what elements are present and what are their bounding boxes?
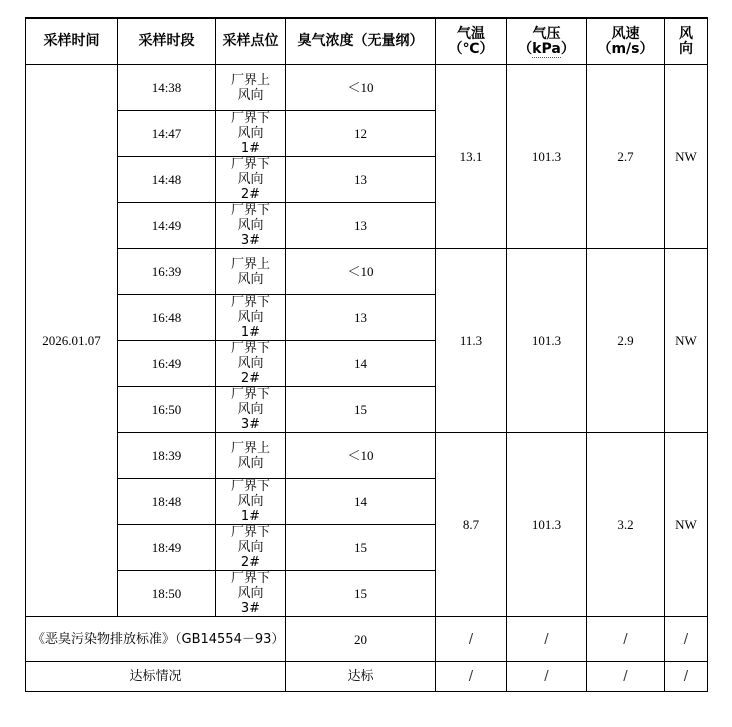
odor-value: 14	[286, 341, 436, 387]
odor-value: 15	[286, 525, 436, 571]
wind-speed-value: 2.9	[587, 249, 665, 433]
odor-value: 15	[286, 387, 436, 433]
header-sample-time: 采样时间	[26, 19, 118, 65]
compliance-result: 达标	[286, 662, 436, 692]
standard-label: 《恶臭污染物排放标准》（GB14554－93）	[26, 617, 286, 662]
sample-period-time: 18:50	[118, 571, 216, 617]
table-body	[26, 65, 708, 617]
odor-value: ＜10	[286, 65, 436, 111]
table-row	[26, 65, 708, 111]
standard-row	[26, 617, 708, 662]
sample-period-time: 14:49	[118, 203, 216, 249]
odor-monitoring-table	[25, 17, 708, 692]
header-sample-period: 采样时段	[118, 19, 216, 65]
sample-period-time: 16:49	[118, 341, 216, 387]
wind-direction-value: NW	[665, 249, 708, 433]
sample-period-time: 16:50	[118, 387, 216, 433]
sample-period-time: 16:39	[118, 249, 216, 295]
odor-value: ＜10	[286, 249, 436, 295]
standard-wind-dir-slash: /	[665, 617, 708, 662]
odor-value: ＜10	[286, 433, 436, 479]
temperature-value: 11.3	[436, 249, 507, 433]
pressure-value: 101.3	[507, 65, 587, 249]
table-row	[26, 433, 708, 479]
sample-point: 厂界下风向 1#	[216, 111, 286, 157]
compliance-temp-slash: /	[436, 662, 507, 692]
sample-period-time: 14:48	[118, 157, 216, 203]
compliance-pressure-slash: /	[507, 662, 587, 692]
header-pressure-unit: kPa	[532, 40, 561, 57]
header-odor-concentration: 臭气浓度（无量纲）	[286, 19, 436, 65]
compliance-wind-speed-slash: /	[587, 662, 665, 692]
sample-point: 厂界上风向	[216, 249, 286, 295]
sample-point: 厂界下风向 2#	[216, 341, 286, 387]
sample-point: 厂界下风向 2#	[216, 157, 286, 203]
table-row	[26, 249, 708, 295]
sample-point: 厂界下风向 2#	[216, 525, 286, 571]
sample-period-time: 18:48	[118, 479, 216, 525]
sample-date: 2026.01.07	[26, 65, 118, 617]
header-temperature	[436, 19, 507, 65]
standard-wind-speed-slash: /	[587, 617, 665, 662]
sample-point: 厂界上风向	[216, 65, 286, 111]
sample-period-time: 18:49	[118, 525, 216, 571]
header-sample-point: 采样点位	[216, 19, 286, 65]
sample-point: 厂界下风向 3#	[216, 571, 286, 617]
sample-period-time: 14:47	[118, 111, 216, 157]
sample-point: 厂界上风向	[216, 433, 286, 479]
header-temperature-unit: （℃）	[448, 40, 494, 57]
compliance-label: 达标情况	[26, 662, 286, 692]
temperature-value: 8.7	[436, 433, 507, 617]
sample-point: 厂界下风向 1#	[216, 479, 286, 525]
wind-speed-value: 2.7	[587, 65, 665, 249]
header-wind-speed-label: 风速	[611, 25, 640, 42]
compliance-row	[26, 662, 708, 692]
header-pressure-label: 气压	[532, 25, 561, 42]
header-wind-direction: 风向	[665, 19, 708, 65]
temperature-value: 13.1	[436, 65, 507, 249]
header-wind-speed	[587, 19, 665, 65]
standard-limit: 20	[286, 617, 436, 662]
standard-pressure-slash: /	[507, 617, 587, 662]
odor-value: 12	[286, 111, 436, 157]
standard-temp-slash: /	[436, 617, 507, 662]
sample-point: 厂界下风向 1#	[216, 295, 286, 341]
header-row	[26, 19, 708, 65]
wind-speed-value: 3.2	[587, 433, 665, 617]
header-pressure: 气压 （kPa）	[507, 19, 587, 65]
wind-direction-value: NW	[665, 65, 708, 249]
header-wind-speed-unit: （m/s）	[597, 40, 654, 57]
pressure-value: 101.3	[507, 249, 587, 433]
header-temperature-label: 气温	[457, 25, 485, 42]
odor-value: 14	[286, 479, 436, 525]
sample-period-time: 14:38	[118, 65, 216, 111]
sample-point: 厂界下风向 3#	[216, 387, 286, 433]
sample-period-time: 18:39	[118, 433, 216, 479]
odor-value: 13	[286, 157, 436, 203]
odor-value: 13	[286, 295, 436, 341]
odor-value: 15	[286, 571, 436, 617]
pressure-value: 101.3	[507, 433, 587, 617]
compliance-wind-dir-slash: /	[665, 662, 708, 692]
sample-point: 厂界下风向 3#	[216, 203, 286, 249]
odor-value: 13	[286, 203, 436, 249]
wind-direction-value: NW	[665, 433, 708, 617]
sample-period-time: 16:48	[118, 295, 216, 341]
